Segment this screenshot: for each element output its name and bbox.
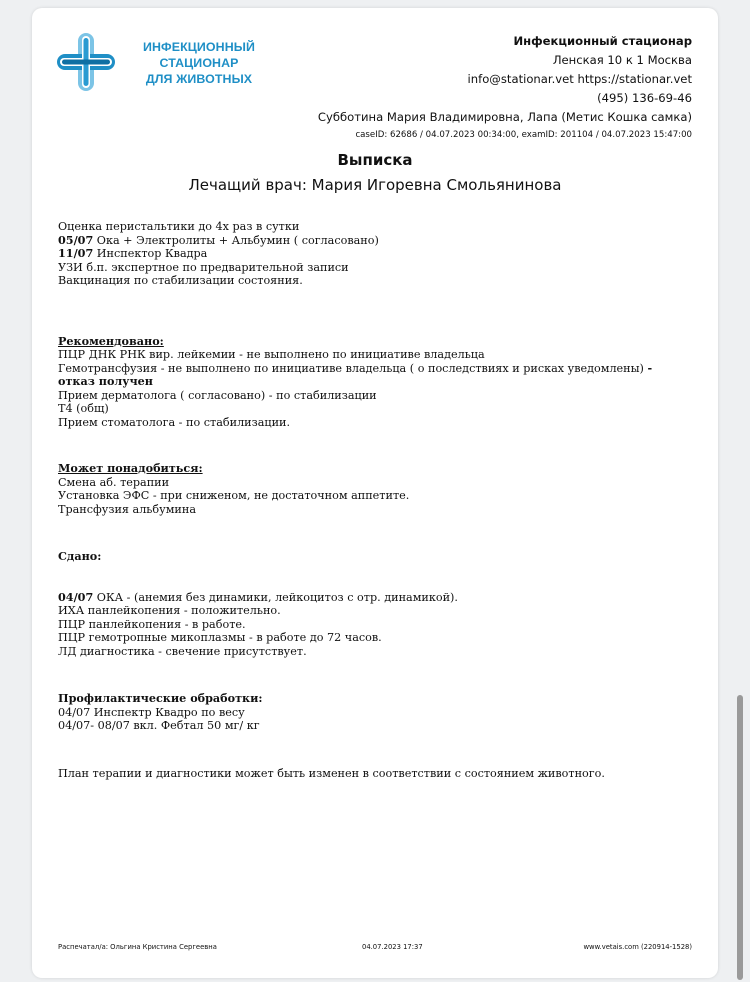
list-item: Т4 (общ): [58, 402, 109, 415]
clinic-header: [318, 32, 692, 142]
date-label: 11/07: [58, 246, 94, 260]
case-ids: caseID: 62686 / 04.07.2023 00:34:00, examID: 201104 / 04.07.2023 15:47:00: [355, 130, 692, 140]
clinic-address: Ленская 10 к 1 Москва: [552, 53, 692, 67]
document-body: [58, 220, 698, 780]
scrollbar[interactable]: [737, 695, 743, 980]
submitted-section: [58, 550, 698, 658]
logo-line-2: СТАЦИОНАР: [159, 56, 239, 70]
list-item: Прием дерматолога ( согласовано) - по стабилизации: [58, 388, 377, 402]
list-item: Прием стоматолога - по стабилизации.: [58, 415, 291, 429]
list-item: Смена аб. терапии: [58, 475, 170, 489]
may-need-section: [58, 462, 698, 516]
section-title: Профилактические обработки:: [58, 691, 263, 705]
list-item: 04/07- 08/07 вкл. Фебтал 50 мг/ кг: [58, 719, 260, 732]
logo-line-3: ДЛЯ ЖИВОТНЫХ: [145, 72, 253, 86]
section-title: Может понадобиться:: [58, 461, 203, 475]
list-item: отказ получен: [58, 374, 153, 388]
patient-info: Субботина Мария Владимировна, Лапа (Метис Кошка самка): [317, 110, 692, 124]
list-item: Трансфузия альбумина: [58, 502, 196, 516]
attending-doctor: Лечащий врач: Мария Игоревна Смольянинова: [188, 176, 562, 194]
clinic-contacts: info@stationar.vet https://stationar.vet: [467, 72, 692, 86]
printed-at: 04.07.2023 17:37: [362, 943, 423, 951]
list-item: ИХА панлейкопения - положительно.: [58, 604, 281, 617]
intro-line: Оценка перистальтики до 4х раз в сутки: [58, 220, 300, 233]
section-title: Сдано:: [58, 549, 102, 563]
intro-line: 05/07 Ока + Электролиты + Альбумин ( согласовано): [58, 232, 379, 247]
medical-cross-icon: [54, 30, 118, 94]
plan-note: План терапии и диагностики может быть изменен в соответствии с состоянием животного.: [58, 766, 605, 780]
list-item: Гемотрансфузия - не выполнено по инициативе владельца ( о последствиях и рисках уведомлены) -: [58, 360, 653, 375]
section-title: Рекомендовано:: [58, 333, 164, 348]
intro-line: УЗИ б.п. экспертное по предварительной записи: [58, 260, 349, 274]
intro-section: [58, 220, 698, 288]
clinic-name: Инфекционный стационар: [513, 34, 692, 48]
list-item: ПЦР ДНК РНК вир. лейкемии - не выполнено по инициативе владельца: [58, 348, 485, 361]
list-item: ПЦР панлейкопения - в работе.: [58, 617, 246, 631]
logo-line-1: ИНФЕКЦИОННЫЙ: [143, 40, 255, 54]
list-item: 04/07 ОКА - (анемия без динамики, лейкоцитоз с отр. динамикой).: [58, 589, 458, 604]
intro-line: 11/07 Инспектор Квадра: [58, 246, 208, 260]
list-item: ЛД диагностика - свечение присутствует.: [58, 644, 307, 658]
list-item: ПЦР гемотропные микоплазмы - в работе до 72 часов.: [58, 631, 382, 644]
recommended-section: [58, 335, 698, 430]
logo-text: [124, 39, 274, 87]
date-label: 05/07: [58, 232, 94, 247]
intro-line: Вакцинация по стабилизации состояния.: [58, 274, 303, 287]
printed-by: Распечатал/а: Ольгина Кристина Сергеевна: [58, 943, 217, 951]
clinic-phone: (495) 136-69-46: [597, 91, 692, 105]
list-item: Установка ЭФС - при сниженом, не достаточном аппетите.: [58, 489, 410, 502]
list-item: 04/07 Инспектр Квадро по весу: [58, 705, 245, 719]
document-title: Выписка: [337, 151, 413, 169]
clinic-logo: [54, 30, 254, 94]
source-link[interactable]: www.vetais.com (220914-1528): [583, 943, 692, 951]
document-page: [32, 8, 718, 978]
prophylaxis-section: [58, 692, 698, 733]
date-label: 04/07: [58, 589, 94, 604]
